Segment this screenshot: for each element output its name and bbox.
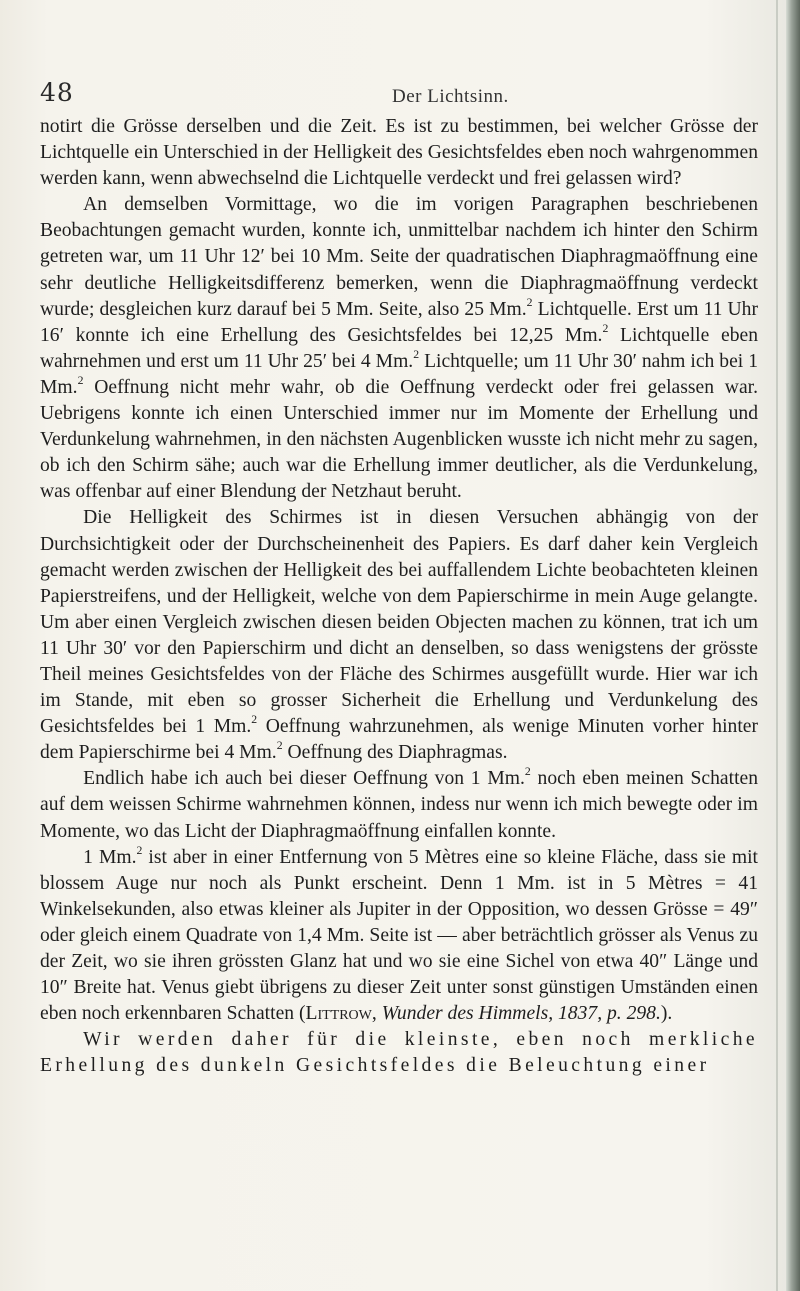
p2-text-5: Oeffnung nicht mehr wahr, ob die Oeffnung verdeckt oder frei gelassen war. Uebrigens konnte ich einen Unterschied immer nur im Momente der Erhellung und Verdunkelung wahrnehmen, in den nächsten Augenblicken wusste ich nicht mehr zu sagen, ob ich den Schirm sähe; auch war die Erhellung immer deutlicher, als die Verdunkelung, was offenbar auf einer Blendung der Netzhaut beruht.	[40, 376, 758, 503]
superscript-2: 2	[276, 739, 283, 753]
paragraph-4	[40, 766, 758, 844]
paragraph-3	[40, 505, 758, 766]
citation-title: Wunder des Himmels, 1837, p. 298.	[381, 1003, 661, 1025]
p2-text-3: Lichtquelle eben wahrnehmen und erst um 11 Uhr 25′ bei 4 Mm.	[40, 324, 758, 372]
running-head: Der Lichtsinn.	[392, 86, 509, 107]
p5-text-1: 1 Mm.	[83, 846, 137, 868]
superscript-2: 2	[251, 713, 258, 727]
body-text	[40, 114, 758, 1079]
superscript-2: 2	[413, 348, 420, 362]
superscript-2: 2	[136, 843, 143, 857]
p2-text-2: Lichtquelle. Erst um 11 Uhr 16′ konnte ich eine Erhellung des Gesichtsfeldes bei 12,25 Mm.	[40, 298, 758, 346]
p2-text-1: An demselben Vormittage, wo die im vorigen Paragraphen beschriebenen Beobachtungen gemacht wurden, konnte ich, unmittelbar nachdem ich hinter den Schirm getreten war, um 11 Uhr 12′ bei 10 Mm. Seite der quadratischen Diaphragmaöffnung eine sehr deutliche Helligkeitsdifferenz bemerken, wenn die Diaphragmaöffnung verdeckt wurde; desgleichen kurz darauf bei 5 Mm. Seite, also 25 Mm.	[40, 194, 758, 320]
p4-text-1: Endlich habe ich auch bei dieser Oeffnung von 1 Mm.	[83, 768, 525, 790]
p2-text-4: Lichtquelle; um 11 Uhr 30′ nahm ich bei 1 Mm.	[40, 350, 759, 398]
p5-text-2: ist aber in einer Entfernung von 5 Mètres eine so kleine Fläche, dass sie mit blossem Auge nur noch als Punkt erscheint. Denn 1 Mm. ist in 5 Mètres = 41 Winkelsekunden, also etwas kleiner als Jupiter in der Opposition, wo dessen Grösse = 49″ oder gleich einem Quadrate von 1,4 Mm. Seite ist — aber beträchtlich grösser als Venus zu der Zeit, wo sie ihren grössten Glanz hat und wo sie eine Sichel von etwa 40″ Länge und 10″ Breite hat. Venus giebt übrigens zu dieser Zeit unter sonst günstigen Umständen einen eben noch erkennbaren Schatten (	[40, 846, 758, 1025]
page-edge-line	[776, 0, 778, 1291]
paragraph-1: notirt die Grösse derselben und die Zeit. Es ist zu bestimmen, bei welcher Grösse der Lichtquelle ein Unterschied in der Helligkeit des Gesichtsfeldes eben noch wahrgenommen werden kann, wenn abwechselnd die Lichtquelle verdeckt und frei gelassen wird?	[40, 116, 758, 190]
p4-text-2: noch eben meinen Schatten auf dem weissen Schirme wahrnehmen können, indess nur wenn ich mich bewegte oder im Momente, wo das Licht der Diaphragmaöffnung einfallen konnte.	[40, 768, 759, 842]
superscript-2: 2	[524, 765, 531, 779]
p5-text-3: ).	[660, 1003, 673, 1025]
paragraph-5: 1 Mm.$^2$ ist aber in einer Entfernung von 5 Mètres eine so kleine Fläche, dass sie mit blossem Auge nur noch als Punkt erscheint. Denn 1 Mm. ist in 5 Mètres = 41 Winkelsekunden, also etwas kleiner als Jupiter in der Opposition, wo dessen Grösse = 49″ oder gleich einem Quadrate von 1,4 Mm. Seite ist — aber beträchtlich grösser als Venus zu der Zeit, wo sie ihren grössten Glanz hat und wo sie eine Sichel von etwa 40″ Länge und 10″ Breite hat. Venus giebt übrigens zu dieser Zeit unter sonst günstigen Umständen einen eben noch erkennbaren Schatten (Littrow, Wunder des Himmels, 1837, p. 298.).	[40, 843, 758, 1025]
page-number: 48	[40, 78, 74, 107]
superscript-2: 2	[602, 321, 609, 335]
citation-author: Littrow	[305, 1003, 372, 1025]
p3-text-1: Die Helligkeit des Schirmes ist in diesen Versuchen abhängig von der Durchsichtigkeit oder der Durchscheinenheit des Papiers. Es darf daher kein Vergleich gemacht werden zwischen der Helligkeit des bei auffallendem Lichte beobachteten kleinen Papierstreifens, und der Helligkeit, welche von dem Papierschirme in mein Auge gelangte. Um aber einen Vergleich zwischen diesen beiden Objecten machen zu können, trat ich um 11 Uhr 30′ vor den Papierschirm und dicht an denselben, so dass wenigstens der grösste Theil meines Gesichtsfeldes von der Fläche des Schirmes ausgefüllt wurde. Hier war ich im Stande, mit eben so grosser Sicherheit die Erhellung und Verdunkelung des Gesichtsfeldes bei 1 Mm.	[40, 507, 758, 738]
p3-text-3: Oeffnung des Diaphragmas.	[282, 742, 508, 764]
page-edge-shadow	[786, 0, 800, 1291]
page-header	[40, 78, 760, 112]
paragraph-2	[40, 192, 758, 505]
paragraph-6: Wir werden daher für die kleinste, eben noch merkliche Erhellung des dunkeln Gesichtsfeldes die Beleuchtung einer	[40, 1029, 758, 1077]
superscript-2: 2	[77, 374, 84, 388]
p3-text-2: Oeffnung wahrzunehmen, als wenige Minuten vorher hinter dem Papierschirme bei 4 Mm.	[40, 716, 758, 764]
superscript-2: 2	[526, 295, 533, 309]
